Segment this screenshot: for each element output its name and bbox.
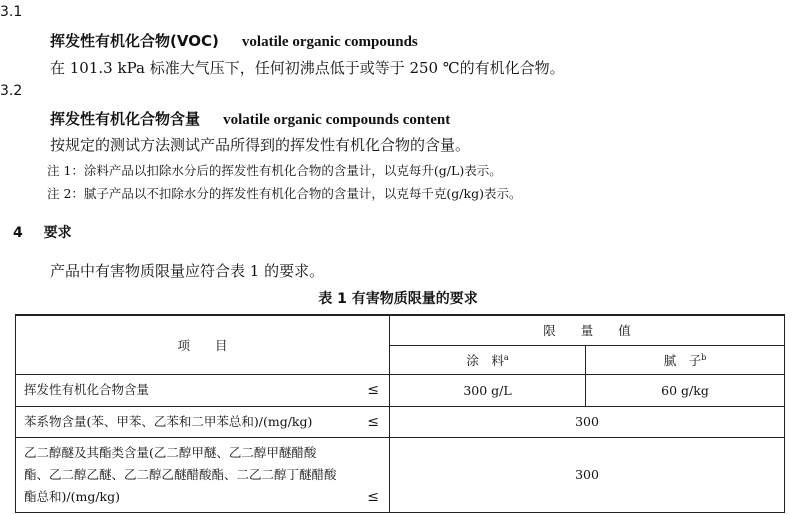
header-putty-cell — [586, 345, 785, 374]
row-item-cell — [16, 374, 390, 406]
term-zh: 挥发性有机化合物(VOC) — [50, 32, 219, 50]
header-item: 项 目 — [177, 337, 228, 353]
putty-value: 60 g/kg — [661, 382, 709, 398]
note-1: 注 1：涂料产品以扣除水分后的挥发性有机化合物的含量计，以克每升(g/L)表示。 — [47, 163, 502, 178]
header-putty: 腻 子 — [663, 352, 702, 368]
row-item-cell — [16, 437, 390, 512]
table-row — [16, 406, 785, 437]
footnote-mark-a: a — [503, 352, 509, 362]
row-item-line: 乙二醇醚及其酯类含量(乙二醇甲醚、乙二醇甲醚醋酸 — [24, 444, 317, 460]
header-coating-cell — [390, 345, 586, 374]
row-item: 挥发性有机化合物含量 — [24, 382, 150, 397]
row-item-line: 酯总和)/(mg/kg) ≤ — [24, 486, 381, 508]
le-symbol: ≤ — [367, 413, 379, 430]
row-putty-value — [586, 374, 785, 406]
row-coating-value — [390, 374, 586, 406]
row-merged-value — [390, 406, 785, 437]
table-row — [16, 437, 785, 512]
table-header-row — [16, 315, 785, 345]
section-3-1-term — [50, 30, 418, 51]
note-2: 注 2：腻子产品以不扣除水分的挥发性有机化合物的含量计，以克每千克(g/kg)表示。 — [47, 186, 522, 201]
section-3-2-definition: 按规定的测试方法测试产品所得到的挥发性有机化合物的含量。 — [50, 136, 471, 154]
le-symbol: ≤ — [367, 382, 379, 398]
row-item-line: 酯、乙二醇乙醚、乙二醇乙醚醋酸酯、二乙二醇丁醚醋酸 — [24, 466, 337, 482]
table-caption: 表 1 有害物质限量的要求 — [318, 291, 478, 307]
term-en: volatile organic compounds content — [223, 112, 451, 128]
coating-value: 300 g/L — [463, 382, 512, 398]
le-symbol: ≤ — [367, 488, 379, 505]
term-zh: 挥发性有机化合物含量 — [50, 110, 201, 128]
table-row — [16, 374, 785, 406]
section-3-1-number: 3.1 — [0, 4, 23, 20]
section-3-2-number: 3.2 — [0, 83, 23, 99]
header-coating: 涂 料 — [466, 352, 504, 368]
row-merged-value — [390, 437, 785, 512]
section-4-number: 4 — [13, 225, 23, 241]
section-4-title: 要求 — [43, 225, 72, 241]
row-item: 苯系物含量(苯、甲苯、乙苯和二甲苯总和)/(mg/kg) — [24, 413, 313, 429]
term-en: volatile organic compounds — [241, 34, 418, 50]
section-3-2-term — [50, 108, 450, 129]
row-item-cell — [16, 406, 390, 437]
requirements-table — [15, 314, 785, 513]
header-item-cell — [16, 315, 390, 374]
footnote-mark-b: b — [701, 352, 707, 362]
header-limit: 限 量 值 — [543, 323, 631, 339]
section-4-body: 产品中有害物质限量应符合表 1 的要求。 — [50, 262, 325, 280]
merged-value: 300 — [575, 467, 599, 482]
header-limit-cell — [390, 315, 785, 345]
merged-value: 300 — [575, 414, 599, 429]
section-4-heading — [13, 222, 72, 242]
section-3-1-definition: 在 101.3 kPa 标准大气压下，任何初沸点低于或等于 250 ℃的有机化合物。 — [50, 59, 565, 77]
